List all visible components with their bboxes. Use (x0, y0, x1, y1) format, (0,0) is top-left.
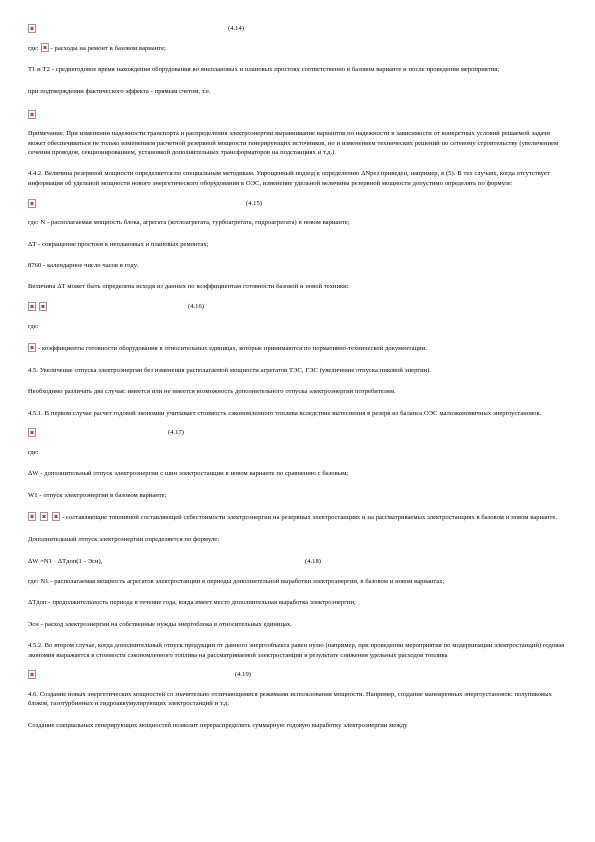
equation-number: (4.15) (246, 199, 262, 207)
paragraph (28, 43, 568, 53)
equation-4-17-row (28, 427, 568, 439)
equation-4-18-row (28, 556, 568, 568)
paragraph: Т1 и Т2 - среднегодовое время нахождения оборудования во внеплановых и плановых простоях соответственно в базовом варианте и после проведения мероприятия; (28, 66, 500, 74)
paragraph: 4.5. Увеличение отпуска электроэнергии без изменения располагаемой мощности агрегатов ТЭС, ГЭС (увеличение отпуска пиковой энергии). (28, 366, 431, 374)
paragraph (28, 343, 568, 353)
equation-4-16-row (28, 301, 568, 313)
paragraph: где: N - располагаемая мощность блока, агрегата (котлоагрегата, турбоагрегата, гидроагрегата) в новом варианте; (28, 219, 350, 227)
equation-number: (4.18) (305, 558, 321, 566)
paragraph-text: - составляющие топливной составляющей себестоимости электроэнергии на резервных электростанциях и на рассматриваемых электростанциях в базовом и новом варианте. (62, 514, 557, 522)
paragraph: Создание специальных генерирующих мощностей позволит перераспределить суммарную годовую выработку электроэнергии между (28, 721, 408, 729)
paragraph: 4.6. Создание новых энергетических мощностей со значительно отличающимися режимами использования мощности. Например, создание маневренных энергоустановок: полупиковых блоков, газотурбинных и гидроаккумулирующих электростанций и т.д. (28, 690, 552, 708)
paragraph-text: - расходы на ремонт в базовом варианте; (50, 45, 166, 52)
paragraph: 4.5.1. В первом случае расчет годовой экономии учитывает стоимость сэкономленного топлива вследствие вытеснения в резерв из баланса ОЭС малоэкономичных энергоустановок. (28, 409, 542, 417)
paragraph: Необходимо различать два случая: имеется или не имеется возможность дополнительного отпуска электроэнергии потребителям. (28, 388, 396, 396)
formula-image-icon (28, 512, 36, 521)
equation-number: (4.14) (228, 24, 244, 32)
equation-number: (4.17) (168, 429, 184, 437)
formula-image-icon (28, 428, 36, 437)
formula-image-icon (39, 302, 47, 311)
paragraph: где: (28, 322, 39, 330)
formula-image-icon (28, 110, 36, 119)
equation-formula: ΔW =N1 · ΔTдоп(1 - Эсн), (28, 558, 103, 566)
paragraph: Примечание. При изменении надежности транспорта и распределения электроэнергии выравнивание вариантов по надежности в зависимости от конкретных условий решаемой задачи может обеспечиваться не только изменением расчетной резервной мощности генерирующих источников, но и изменением технических решений по сетевому строительству (увеличением сечения проводов, секционированием, установкой дополнительных трансформаторов на подстанциях и т.д.). (28, 130, 559, 157)
equation-4-15-row (28, 197, 568, 209)
paragraph-text: - коэффициенты готовности оборудования в относительных единицах, которые принимаются по нормативно-технической документации. (38, 345, 427, 353)
formula-image-icon (28, 24, 36, 33)
paragraph: Дополнительный отпуск электроэнергии определяется по формуле: (28, 535, 220, 543)
paragraph: 4.5.2. Во втором случае, когда дополнительный отпуск продукции от данного энергообъекта равен нулю (например, при проведении мероприятия по модернизации электростанций) годовая экономия выражается в стоимости сэкономленного топлива на рассматриваемой электростанции в результате снижения удельных расходов топлива (28, 642, 565, 659)
formula-image-icon (28, 199, 36, 208)
formula-image-icon (28, 670, 36, 679)
equation-4-19-row (28, 669, 568, 681)
paragraph: Величина ΔТ может быть определена исходя из данных по коэффициентам готовности базовой и новой техники: (28, 283, 349, 291)
formula-image-icon (40, 512, 48, 521)
equation-number: (4.19) (235, 671, 251, 679)
paragraph: Эсн - расход электроэнергии на собственные нужды энергоблока в относительных единицах. (28, 620, 292, 628)
paragraph (28, 512, 568, 522)
paragraph-lead: где: (28, 45, 39, 52)
paragraph: где: (28, 448, 39, 456)
document-page (28, 22, 568, 730)
paragraph: при подтверждении фактического эффекта - прямым счетом, т.е. (28, 87, 211, 95)
equation-number: (4.16) (188, 303, 204, 311)
equation-4-14-row (28, 22, 568, 34)
formula-image-icon (52, 512, 60, 521)
paragraph: 4.4.2. Величина резервной мощности определяется по специальным методикам. Упрощенный подход к определению ΔNрез приведен, например, в (5). В тех случаях, когда отсутствует информация об удельной мощности нового энергетического оборудования в ОЭС, изменение удельной величины резервной мощности допустимо определять по формуле: (28, 170, 550, 187)
paragraph: где: N1 - располагаемая мощность агрегатов электростанции в периоды дополнительной выработки электроэнергии, в базовом и новом вариантах; (28, 577, 445, 585)
formula-row (28, 108, 568, 120)
paragraph: ΔТ - сокращение простоев в неплановых и плановых ремонтах; (28, 240, 209, 248)
paragraph: ΔTдоп - продолжительность периода в течение года, когда имеет место дополнительная выработка электроэнергии; (28, 599, 356, 607)
formula-image-icon (41, 43, 49, 52)
paragraph: ΔW - дополнительный отпуск электроэнергии с шин электростанции в новом варианте по сравнению с базовым; (28, 470, 349, 478)
formula-image-icon (28, 343, 36, 352)
paragraph: W1 - отпуск электроэнергии в базовом варианте; (28, 491, 167, 499)
formula-image-icon (28, 302, 36, 311)
paragraph: 8760 - календарное число часов в году. (28, 262, 139, 270)
